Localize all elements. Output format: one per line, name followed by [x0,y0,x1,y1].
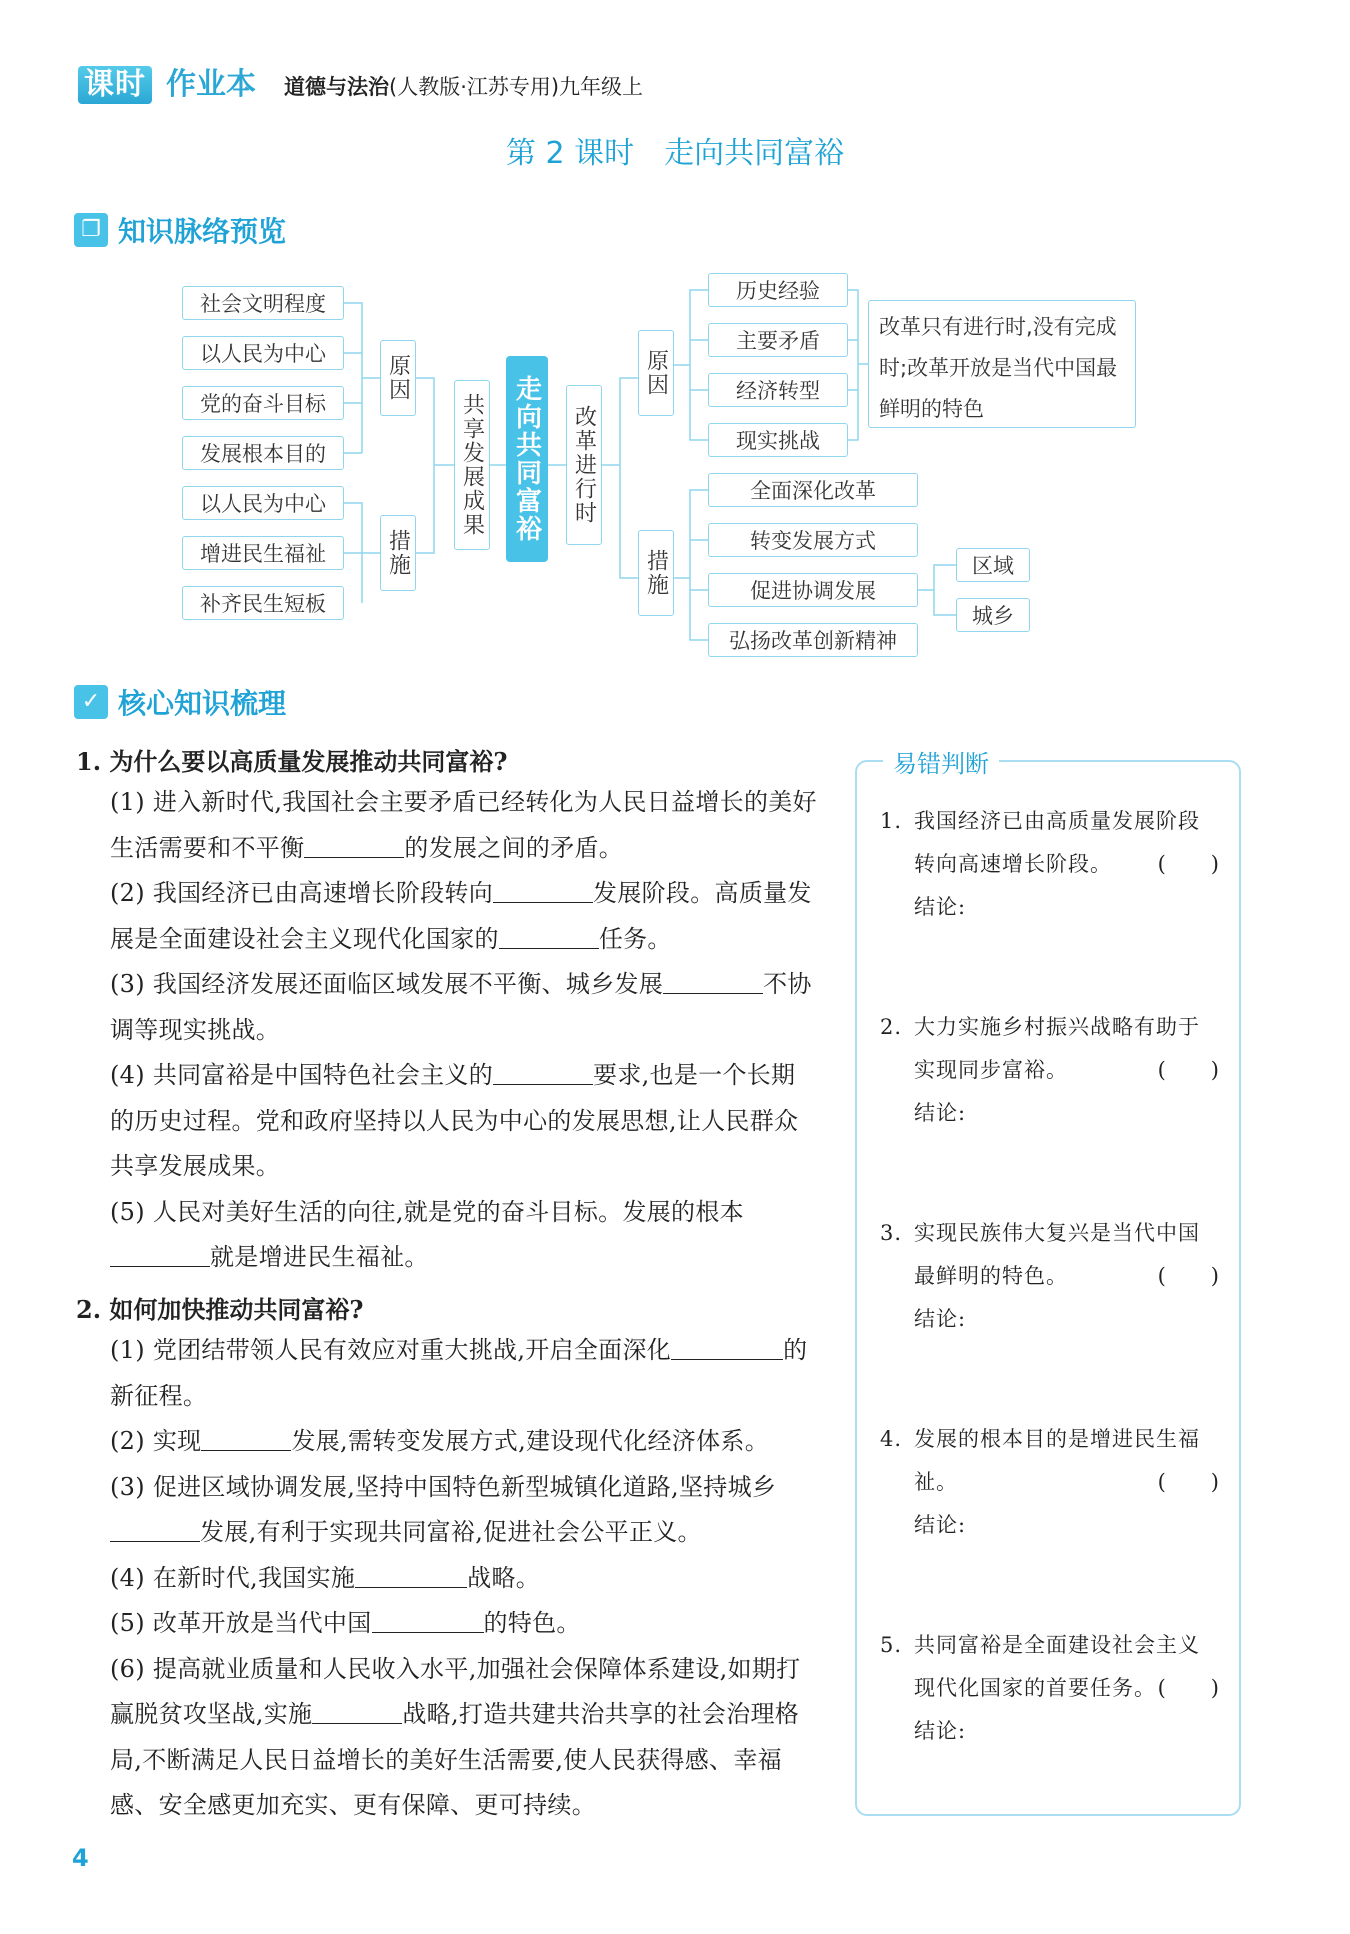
q2-item-6: (6) 提高就业质量和人民收入水平,加强社会保障体系建设,如期打赢脱贫攻坚战,实施 战略,打造共建共治共享的社会治理格局,不断满足人民日益增长的美好生活需要,使人民获得感、幸福感、安全感更加充实、更有保障、更可持续。 [110,1654,801,1819]
conclusion-label[interactable]: 结论: [914,1513,967,1537]
mm-left-measure-1: 以人民为中心 [182,486,344,520]
section-overview-title: 知识脉络预览 [118,215,287,248]
book-icon: ❐ [74,213,108,247]
subject-bold: 道德与法治 [284,75,389,99]
q2-item-4: (4) 在新时代,我国实施 战略。 [110,1563,541,1592]
answer-blank[interactable] [663,969,763,994]
lesson-title: 第 2 课时 走向共同富裕 [505,136,845,171]
conclusion-label[interactable]: 结论: [914,1101,967,1125]
answer-blank[interactable] [493,878,593,903]
answer-blank[interactable] [355,1563,467,1588]
answer-blank[interactable] [304,833,404,858]
conclusion-label[interactable]: 结论: [914,1307,967,1331]
question-2-title: 2. 如何加快推动共同富裕? [76,1295,364,1324]
mm-left-reason-4: 发展根本目的 [182,436,344,470]
judgment-parens[interactable]: ( ) [1157,1676,1220,1700]
conclusion-label[interactable]: 结论: [914,895,967,919]
mm-right-measure-3: 促进协调发展 [708,573,918,607]
mm-left-reason-label: 原因 [380,340,416,416]
mm-left-reason-2: 以人民为中心 [182,336,344,370]
mm-right-branch: 改革进行时 [566,385,602,545]
q2-item-2: (2) 实现 发展,需转变发展方式,建设现代化经济体系。 [110,1427,769,1455]
judgment-parens[interactable]: ( ) [1157,852,1220,876]
mm-coord-urban-rural: 城乡 [956,598,1030,632]
q1-item-4: (4) 共同富裕是中国特色社会主义的 要求,也是一个长期的历史过程。党和政府坚持以人民为中心的发展思想,让人民群众共享发展成果。 [110,1061,799,1180]
question-1-title: 1. 为什么要以高质量发展推动共同富裕? [76,747,508,776]
judgment-parens[interactable]: ( ) [1157,1264,1220,1288]
section-core [74,682,286,722]
mm-left-measure-2: 增进民生福祉 [182,536,344,570]
conclusion-label[interactable]: 结论: [914,1719,967,1743]
question-2-body [110,1328,818,1829]
mm-coord-region: 区域 [956,548,1030,582]
mm-right-reason-3: 经济转型 [708,373,848,407]
answer-blank[interactable] [110,1242,210,1267]
mm-left-measure-3: 补齐民生短板 [182,586,344,620]
error-check-item-2: 2. 大力实施乡村振兴战略有助于实现同步富裕。 ( ) 结论: [880,1006,1220,1206]
q1-item-1: (1) 进入新时代,我国社会主要矛盾已经转化为人民日益增长的美好生活需要和不平衡 的发展之间的矛盾。 [110,788,817,862]
answer-blank[interactable] [499,924,599,949]
mm-right-reason-4: 现实挑战 [708,423,848,457]
mm-left-measure-label: 措施 [380,515,416,591]
mm-right-reason-1: 历史经验 [708,273,848,307]
q2-item-3: (3) 促进区域协调发展,坚持中国特色新型城镇化道路,坚持城乡发展,有利于实现共同富裕,促进社会公平正义。 [110,1472,777,1546]
checkbox-icon: ✓ [74,685,108,719]
q1-item-5: (5) 人民对美好生活的向往,就是党的奋斗目标。发展的根本就是增进民生福祉。 [110,1197,744,1271]
q2-item-1: (1) 党团结带领人民有效应对重大挑战,开启全面深化 的新征程。 [110,1336,808,1410]
page-number: 4 [72,1844,89,1872]
mm-center-topic: 走向共同富裕 [506,356,548,562]
error-check-title: 易错判断 [883,744,999,779]
answer-blank[interactable] [493,1060,593,1085]
mm-right-measure-4: 弘扬改革创新精神 [708,623,918,657]
answer-blank[interactable] [671,1335,783,1360]
subject-edition: (人教版·江苏专用)九年级上 [389,75,644,99]
mm-left-reason-1: 社会文明程度 [182,286,344,320]
mm-right-note: 改革只有进行时,没有完成时;改革开放是当代中国最鲜明的特色 [868,300,1136,428]
q2-item-5: (5) 改革开放是当代中国 的特色。 [110,1609,581,1637]
question-1-body [110,780,818,1281]
mm-right-measure-2: 转变发展方式 [708,523,918,557]
mm-left-reason-3: 党的奋斗目标 [182,386,344,420]
mm-right-measure-label: 措施 [638,530,674,616]
q1-item-2: (2) 我国经济已由高速增长阶段转向 发展阶段。高质量发展是全面建设社会主义现代化国家的 任务。 [110,879,812,953]
logo-box: 课时 [78,66,152,104]
mm-left-branch: 共享发展成果 [454,380,490,550]
answer-blank[interactable] [312,1699,402,1724]
q1-item-3: (3) 我国经济发展还面临区域发展不平衡、城乡发展 不协调等现实挑战。 [110,970,812,1044]
judgment-parens[interactable]: ( ) [1157,1470,1220,1494]
error-check-item-5: 5. 共同富裕是全面建设社会主义现代化国家的首要任务。 ( ) 结论: [880,1624,1220,1804]
logo-text: 作业本 [166,67,256,102]
section-core-title: 核心知识梳理 [118,687,287,720]
answer-blank[interactable] [110,1517,200,1542]
answer-blank[interactable] [372,1608,484,1633]
mm-right-reason-label: 原因 [638,330,674,416]
mm-right-reason-2: 主要矛盾 [708,323,848,357]
error-check-item-1: 1. 我国经济已由高质量发展阶段转向高速增长阶段。 ( ) 结论: [880,800,1220,1000]
judgment-parens[interactable]: ( ) [1157,1058,1220,1082]
mm-right-measure-1: 全面深化改革 [708,473,918,507]
answer-blank[interactable] [201,1426,291,1451]
error-check-item-4: 4. 发展的根本目的是增进民生福祉。 ( ) 结论: [880,1418,1220,1618]
error-check-item-3: 3. 实现民族伟大复兴是当代中国最鲜明的特色。 ( ) 结论: [880,1212,1220,1412]
